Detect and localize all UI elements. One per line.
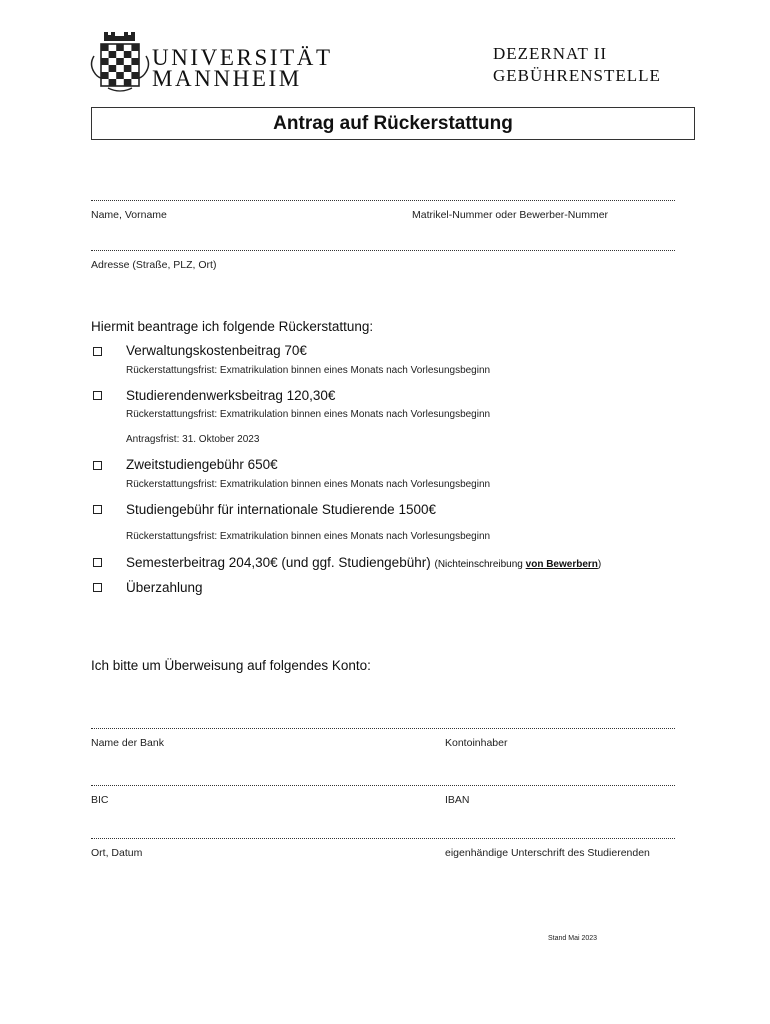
option-note: Rückerstattungsfrist: Exmatrikulation binnen eines Monats nach Vorlesungsbeginn (126, 409, 491, 420)
option-label-semesterbeitrag: Semesterbeitrag 204,30€ (und ggf. Studiengebühr) (126, 555, 431, 570)
bank-holder-field-line[interactable] (91, 728, 675, 729)
address-field-line[interactable] (91, 250, 675, 251)
paren-prefix: (Nichteinschreibung (434, 559, 526, 570)
option-semesterbeitrag (126, 555, 601, 570)
name-label: Name, Vorname (91, 209, 167, 221)
place-date-label: Ort, Datum (91, 847, 143, 859)
iban-label: IBAN (445, 794, 470, 806)
option-paren-note (434, 559, 601, 570)
page-title: Antrag auf Rückerstattung (273, 112, 513, 134)
title-box (91, 107, 695, 140)
option-label-studierendenwerksbeitrag: Studierendenwerksbeitrag 120,30€ (126, 388, 336, 403)
option-note: Rückerstattungsfrist: Exmatrikulation binnen eines Monats nach Vorlesungsbeginn (126, 365, 491, 376)
bank-name-label: Name der Bank (91, 737, 164, 749)
checkbox-studierendenwerksbeitrag[interactable] (93, 391, 102, 400)
option-note: Rückerstattungsfrist: Exmatrikulation binnen eines Monats nach Vorlesungsbeginn (126, 479, 491, 490)
bic-label: BIC (91, 794, 109, 806)
checkbox-ueberzahlung[interactable] (93, 583, 102, 592)
refund-intro: Hiermit beantrage ich folgende Rückerstattung: (91, 319, 374, 334)
bic-iban-field-line[interactable] (91, 785, 675, 786)
address-label: Adresse (Straße, PLZ, Ort) (91, 259, 217, 271)
option-label-verwaltungskostenbeitrag: Verwaltungskostenbeitrag 70€ (126, 343, 307, 358)
matrikel-label: Matrikel-Nummer oder Bewerber-Nummer (412, 209, 609, 221)
paren-suffix: ) (597, 559, 602, 570)
account-holder-label: Kontoinhaber (445, 737, 508, 749)
castle-checkerboard-crest-icon (90, 30, 150, 96)
option-label-zweitstudiengebuehr: Zweitstudiengebühr 650€ (126, 457, 278, 472)
option-label-ueberzahlung: Überzahlung (126, 580, 203, 595)
bewerber-link[interactable]: von Bewerbern (525, 559, 598, 570)
option-note: Rückerstattungsfrist: Exmatrikulation binnen eines Monats nach Vorlesungsbeginn (126, 531, 491, 542)
stand-date: Stand Mai 2023 (548, 935, 598, 942)
university-name-line2: MANNHEIM (152, 66, 302, 91)
department-line1: DEZERNAT II (493, 44, 608, 63)
bank-intro: Ich bitte um Überweisung auf folgendes Konto: (91, 658, 371, 673)
signature-label: eigenhändige Unterschrift des Studierenden (445, 847, 650, 859)
place-date-signature-field-line[interactable] (91, 838, 675, 839)
checkbox-internationale-studierende[interactable] (93, 505, 102, 514)
checkbox-zweitstudiengebuehr[interactable] (93, 461, 102, 470)
department-line2: GEBÜHRENSTELLE (493, 66, 661, 85)
checkbox-verwaltungskostenbeitrag[interactable] (93, 347, 102, 356)
university-name-line1: UNIVERSITÄT (152, 45, 333, 70)
checkbox-semesterbeitrag[interactable] (93, 558, 102, 567)
option-deadline-note: Antragsfrist: 31. Oktober 2023 (126, 434, 260, 445)
name-matrikel-field-line[interactable] (91, 200, 675, 201)
option-label-internationale-studierende: Studiengebühr für internationale Studierende 1500€ (126, 502, 436, 517)
